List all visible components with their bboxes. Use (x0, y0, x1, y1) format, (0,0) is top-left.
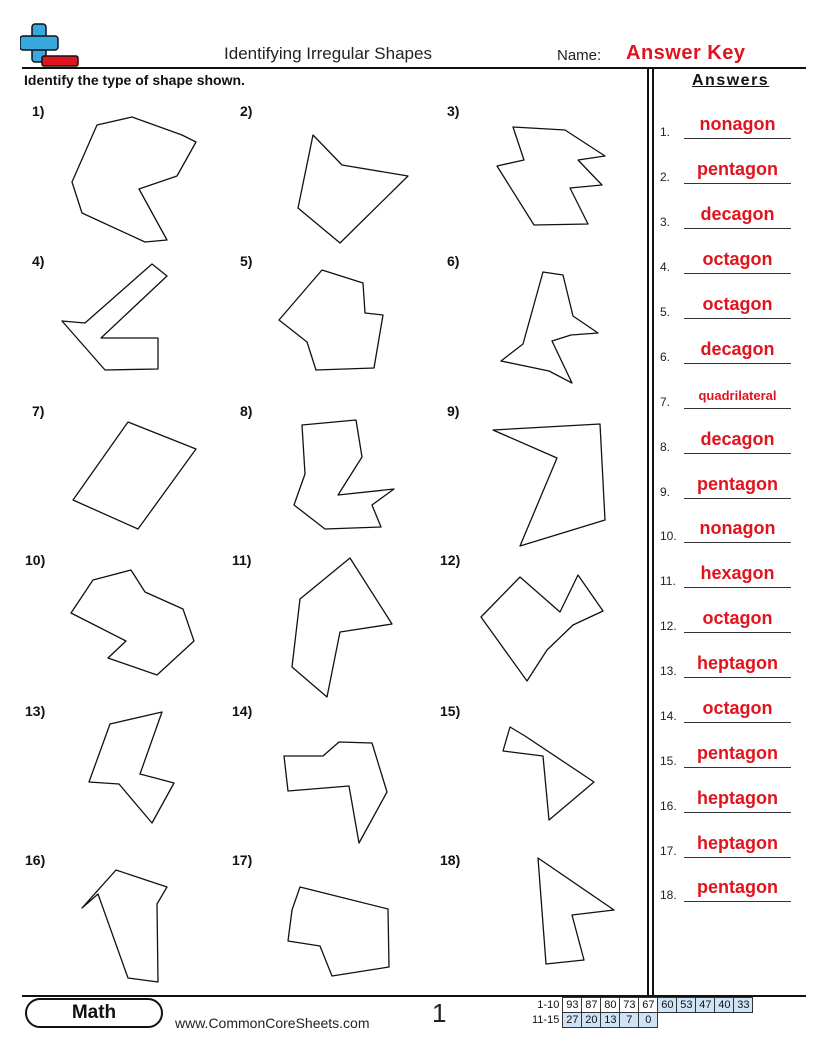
score-row (530, 998, 753, 1013)
answers-heading: Answers (692, 72, 770, 89)
answer-number: 14. (660, 709, 677, 723)
answer-word[interactable]: decagon (700, 429, 775, 449)
answer-number: 1. (660, 125, 671, 139)
score-cell: 87 (582, 998, 601, 1013)
answer-line (684, 767, 791, 768)
answer-word[interactable]: quadrilateral (698, 388, 777, 403)
answer-line (684, 498, 791, 499)
answer-word[interactable]: pentagon (697, 877, 778, 897)
score-cell: 53 (677, 998, 696, 1013)
shape-10-nonagon (71, 570, 194, 675)
score-cell: 20 (582, 1013, 601, 1028)
answer-number: 10. (660, 529, 677, 543)
answer-word[interactable]: nonagon (699, 518, 776, 538)
score-cell: 80 (601, 998, 620, 1013)
shape-17-heptagon (288, 887, 389, 976)
problem-number: 17) (232, 852, 253, 868)
shape-8-decagon (294, 420, 394, 529)
instructions: Identify the type of shape shown. (24, 72, 245, 88)
score-spacer (677, 1013, 696, 1028)
answer-number: 9. (660, 485, 671, 499)
answer-line (684, 632, 791, 633)
answer-word[interactable]: octagon (702, 249, 773, 269)
problem-number: 15) (440, 703, 461, 719)
answer-word[interactable]: decagon (700, 204, 775, 224)
problem-number: 13) (25, 703, 46, 719)
problem-number: 12) (440, 552, 461, 568)
shape-9-pentagon (493, 424, 605, 546)
answer-row (660, 469, 800, 499)
score-range: 1-10 (537, 999, 560, 1011)
answer-word[interactable]: octagon (702, 698, 773, 718)
answer-line (684, 542, 791, 543)
answer-number: 4. (660, 260, 671, 274)
score-row (530, 1013, 753, 1028)
score-cell: 60 (658, 998, 677, 1013)
problem-number: 9) (447, 403, 460, 419)
answer-row (660, 783, 800, 813)
page-number: 1 (432, 998, 447, 1028)
answer-word[interactable]: heptagon (697, 833, 778, 853)
answer-number: 15. (660, 754, 677, 768)
score-spacer (696, 1013, 715, 1028)
score-cell: 13 (601, 1013, 620, 1028)
score-cell: 7 (620, 1013, 639, 1028)
score-cell: 93 (563, 998, 582, 1013)
answer-number: 13. (660, 664, 677, 678)
answer-row (660, 424, 800, 454)
problem-number: 8) (240, 403, 253, 419)
shape-11-hexagon (292, 558, 392, 697)
answer-line (684, 677, 791, 678)
column-divider (647, 68, 649, 995)
shape-16-heptagon (82, 870, 167, 982)
problem-number: 3) (447, 103, 460, 119)
answer-word[interactable]: pentagon (697, 159, 778, 179)
score-cell: 0 (639, 1013, 658, 1028)
answer-number: 7. (660, 395, 671, 409)
problem-number: 11) (232, 552, 252, 568)
answer-number: 11. (660, 574, 676, 588)
score-cell: 67 (639, 998, 658, 1013)
shape-5-octagon (279, 270, 383, 370)
answer-row (660, 558, 800, 588)
score-range: 11-15 (532, 1014, 560, 1026)
problem-number: 10) (25, 552, 46, 568)
answer-word[interactable]: decagon (700, 339, 775, 359)
answer-row (660, 828, 800, 858)
answer-line (684, 138, 791, 139)
answer-line (684, 901, 791, 902)
answer-row (660, 693, 800, 723)
answer-line (684, 408, 791, 409)
answer-line (684, 857, 791, 858)
answer-row (660, 289, 800, 319)
answer-number: 5. (660, 305, 671, 319)
answer-line (684, 228, 791, 229)
problem-number: 18) (440, 852, 461, 868)
problem-number: 6) (447, 253, 460, 269)
answer-key-label: Answer Key (626, 42, 746, 64)
page-title: Identifying Irregular Shapes (224, 44, 432, 63)
answer-row (660, 379, 800, 409)
score-cell: 73 (620, 998, 639, 1013)
shape-15-pentagon (503, 727, 594, 820)
score-spacer (658, 1013, 677, 1028)
problem-number: 1) (32, 103, 45, 119)
answer-line (684, 587, 791, 588)
answer-row (660, 603, 800, 633)
answer-word[interactable]: heptagon (697, 788, 778, 808)
shape-14-octagon (284, 742, 387, 843)
answer-number: 3. (660, 215, 671, 229)
answer-row (660, 513, 800, 543)
shape-7-quadrilateral (73, 422, 196, 529)
problem-number: 14) (232, 703, 253, 719)
answer-row (660, 648, 800, 678)
problem-number: 4) (32, 253, 45, 269)
shape-6-decagon (501, 272, 598, 383)
problem-number: 5) (240, 253, 253, 269)
answer-line (684, 453, 791, 454)
answer-number: 6. (660, 350, 671, 364)
score-cell: 47 (696, 998, 715, 1013)
answer-line (684, 183, 791, 184)
answer-number: 12. (660, 619, 677, 633)
problem-number: 7) (32, 403, 45, 419)
score-table (530, 997, 753, 1028)
answer-line (684, 722, 791, 723)
answer-number: 2. (660, 170, 671, 184)
answer-line (684, 812, 791, 813)
answer-word[interactable]: hexagon (700, 563, 775, 583)
answer-row (660, 154, 800, 184)
shape-13-heptagon (89, 712, 174, 823)
answer-word[interactable]: octagon (702, 608, 773, 628)
problem-number: 16) (25, 852, 46, 868)
answer-number: 8. (660, 440, 671, 454)
answer-number: 16. (660, 799, 677, 813)
column-divider (652, 68, 654, 995)
name-label: Name: (557, 47, 602, 64)
answer-line (684, 318, 791, 319)
shape-18-pentagon (538, 858, 614, 964)
answer-word[interactable]: heptagon (697, 653, 778, 673)
score-spacer (734, 1013, 753, 1028)
answer-row (660, 199, 800, 229)
subject-badge: Math (25, 998, 163, 1028)
answer-row (660, 334, 800, 364)
problem-number: 2) (240, 103, 253, 119)
shape-4-octagon (62, 264, 167, 370)
answer-row (660, 872, 800, 902)
website-link[interactable]: www.CommonCoreSheets.com (175, 1015, 370, 1031)
answer-line (684, 273, 791, 274)
shape-3-decagon (497, 127, 605, 225)
answer-line (684, 363, 791, 364)
answer-row (660, 244, 800, 274)
shape-12-octagon (481, 575, 603, 681)
score-cell: 33 (734, 998, 753, 1013)
answer-row (660, 109, 800, 139)
answer-number: 18. (660, 888, 677, 902)
score-spacer (715, 1013, 734, 1028)
answer-row (660, 738, 800, 768)
answer-word[interactable]: pentagon (697, 743, 778, 763)
shape-1-nonagon (72, 117, 196, 242)
score-cell: 27 (563, 1013, 582, 1028)
shape-2-pentagon (298, 135, 408, 243)
answer-word[interactable]: octagon (702, 294, 773, 314)
score-cell: 40 (715, 998, 734, 1013)
answer-number: 17. (660, 844, 677, 858)
answer-word[interactable]: nonagon (699, 114, 776, 134)
answer-word[interactable]: pentagon (697, 474, 778, 494)
